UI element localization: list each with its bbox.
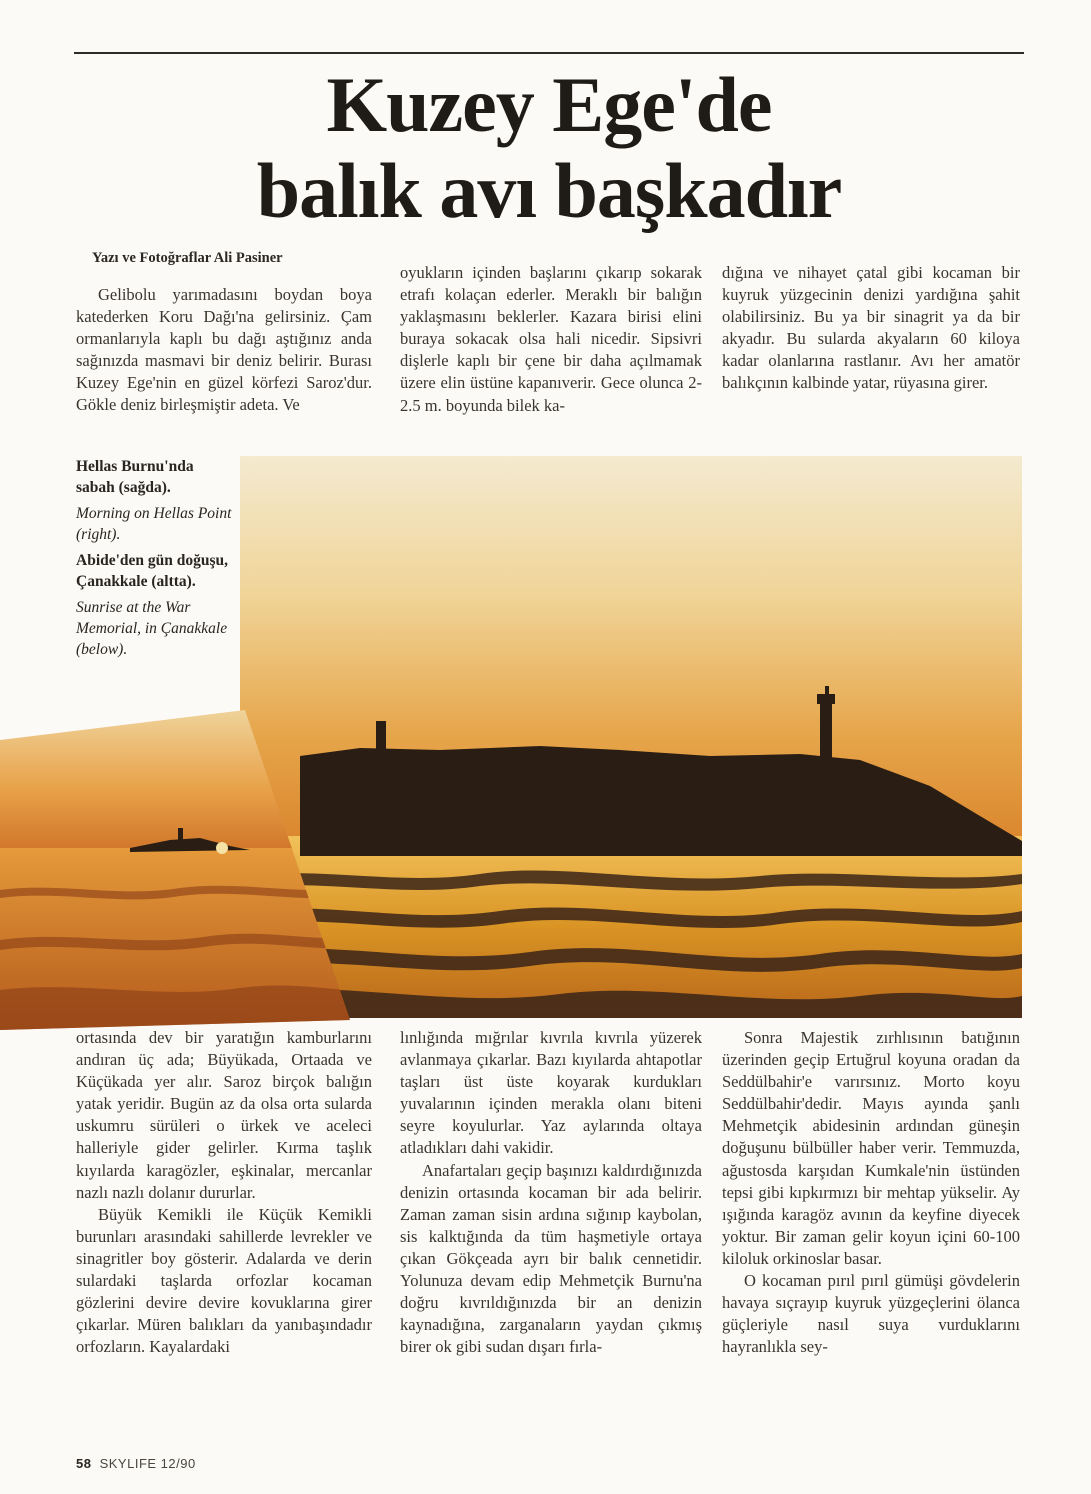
caption-en-1: Morning on Hellas Point (right). [76, 505, 232, 543]
article-title [74, 62, 1024, 234]
text-column-bottom-1 [76, 1027, 372, 1358]
paragraph: Büyük Kemikli ile Küçük Kemikli burunları arasındaki sahillerde levrekler ve sinagritler boy gösterir. Adalarda ve derin sulardaki taşlarda orfozlar kocaman gözlerini devire devire kovuklarına girer çıkarlar. Müren balıkları da yanıbaşındadır orfozların. Kayalardaki [76, 1204, 372, 1357]
text-column-top-3 [722, 262, 1020, 395]
paragraph: O kocaman pırıl pırıl gümüşi gövdelerin havaya sıçrayıp kuyruk yüzgeçlerini ölanca güçleriyle nasıl suya vurduklarını hayranlıkla sey- [722, 1271, 1020, 1357]
byline: Yazı ve Fotoğraflar Ali Pasiner [92, 250, 283, 266]
caption-en-2: Sunrise at the War Memorial, in Çanakkale (below). [76, 599, 228, 658]
text-column-bottom-3 [722, 1027, 1020, 1358]
paragraph: oyukların içinden başlarını çıkarıp sokarak etrafı kolaçan ederler. Meraklı bir balığın yaklaşmasını beklerler. Kazara birisi elini buraya sokacak olsa hali nicedir. Sipsivri dişlerle kaplı bir çene bir daha açılmamak üzere elin üstüne kapanıverir. Gece olunca 2-2.5 m. boyunda bilek ka- [400, 263, 702, 415]
paragraph: Sonra Majestik zırhlısının batığının üzerinden geçip Ertuğrul koyuna oradan da Seddülbahir'e varırsınız. Morto koyu Seddülbahir'dedir. Mayıs ayında şanlı Mehmetçik abidesinin ardından güneşin doğuşunu bülbüller haber verir. Temmuzda, ağustosda karşıdan Kumkale'nin üstünden tepsi gibi kıpkırmızı bir mehtap yükselir. Ay ışığında karagöz avının da keyfine diyecek yoktur. Bir zaman gelir koyun içini 60-100 kiloluk orkinoslar basar. [722, 1028, 1020, 1268]
paragraph: lınlığında mığrılar kıvrıla kıvrıla yüzerek avlanmaya çıkarlar. Bazı kıyılarda ahtapotlar taşları üst üste koyarak kurdukları yuvalarının içinden merakla olanı biteni seyre koyulurlar. Yaz aylarında oltaya atladıkları dahi vakidir. [400, 1028, 702, 1158]
photo-caption [76, 456, 236, 665]
photo-canakkale-sunrise [0, 700, 360, 1030]
magazine-issue: SKYLIFE 12/90 [99, 1456, 196, 1471]
sunrise-war-memorial-image [0, 700, 360, 1030]
caption-tr-1: Hellas Burnu'nda sabah (sağda). [76, 458, 194, 496]
text-column-bottom-2 [400, 1027, 702, 1358]
text-column-top-1 [76, 284, 372, 417]
title-line-1: Kuzey Ege'de [326, 61, 772, 148]
text-column-top-2 [400, 262, 702, 417]
title-line-2: balık avı başkadır [256, 147, 842, 234]
top-rule [74, 52, 1024, 54]
paragraph: dığına ve nihayet çatal gibi kocaman bir kuyruk yüzgecinin denizi yardığına şahit olabilirsiniz. Bu ya bir sinagrit ya da bir akyadır. Bu sularda akyaların 60 kiloya kadar olanlarına rastlanır. Avı her amatör balıkçının kalbinde yatar, rüyasına girer. [722, 263, 1020, 393]
caption-tr-2: Abide'den gün doğuşu, Çanakkale (altta). [76, 552, 229, 590]
paragraph: ortasında dev bir yaratığın kamburlarını andıran üç ada; Büyükada, Ortaada ve Küçükada yer alır. Saroz birçok balığın yatak yeridir. Bugün az da olsa orta sularda uskumru sürüleri o ürkek ve aceleci halleriyle gider gelirler. Kırma taşlık kıyılarda karagözler, eşkinalar, mercanlar nazlı nazlı dolanır dururlar. [76, 1028, 372, 1202]
page-number: 58 [76, 1456, 92, 1471]
paragraph: Anafartaları geçip başınızı kaldırdığınızda denizin ortasında kocaman bir ada belirir. Zaman zaman sisin ardına sığınıp kaybolan, sis kalktığında da tüm haşmetiyle ortaya çıkan Gökçeada ayrı bir balık cennetidir. Yolunuza devam edip Mehmetçik Burnu'na doğru kıvrıldığınızda bir an denizin kaynadığına, zarganaların yaydan çıkmış birer ok gibi sudan dışarı fırla- [400, 1160, 702, 1357]
page-footer [76, 1456, 196, 1471]
paragraph: Gelibolu yarımadasını boydan boya katederken Koru Dağı'na gelirsiniz. Çam ormanlarıyla kaplı bu dağı aştığınız anda sağınızda masmavi bir deniz belirir. Burası Kuzey Ege'nin en güzel körfezi Saroz'dur. Gökle deniz birleşmiştir adeta. Ve [76, 285, 372, 415]
